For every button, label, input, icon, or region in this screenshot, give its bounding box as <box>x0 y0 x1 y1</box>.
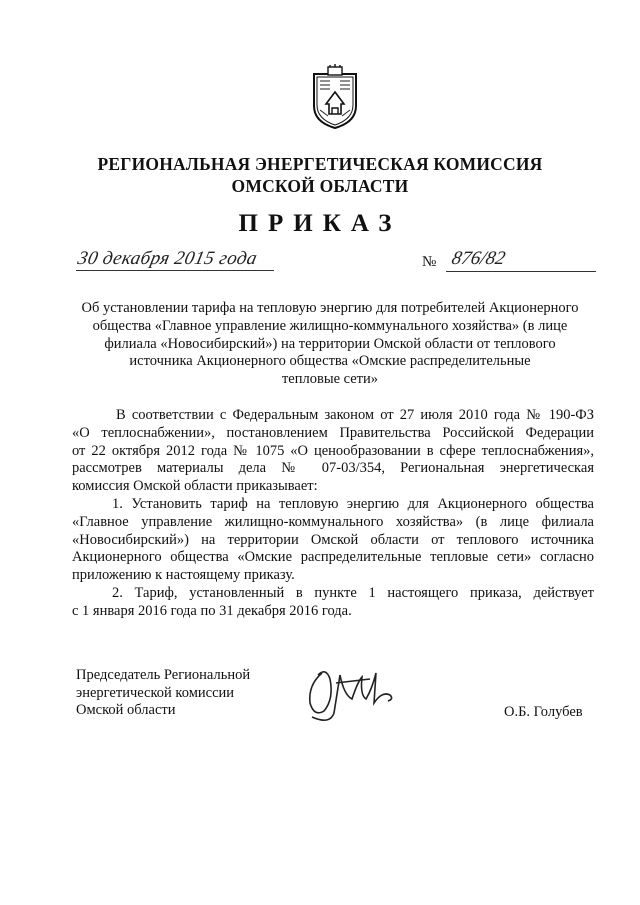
handwritten-number: 876/82 <box>449 248 508 269</box>
date-underline <box>76 270 274 271</box>
item-1-line: 1. Установить тариф на тепловую энергию для Акционерного общества <box>112 495 594 512</box>
handwritten-date: 30 декабря 2015 года <box>75 248 260 269</box>
preamble-line: рассмотрев материалы дела № 07-03/354, Региональная энергетическая <box>72 460 594 477</box>
item-1-line: приложению к настоящему приказу. <box>72 567 295 584</box>
preamble-line: «О теплоснабжении», постановлением Правительства Российской Федерации <box>72 424 594 441</box>
order-body <box>72 407 594 621</box>
preamble-line: комиссия Омской области приказывает: <box>72 478 318 495</box>
organization-name-line-1: РЕГИОНАЛЬНАЯ ЭНЕРГЕТИЧЕСКАЯ КОМИССИЯ <box>97 154 543 174</box>
subject-line: Об установлении тарифа на тепловую энергию для потребителей Акционерного <box>81 300 579 316</box>
preamble-line: В соответствии с Федеральным законом от 27 июля 2010 года № 190-ФЗ <box>116 407 594 423</box>
signatory-position <box>76 667 250 720</box>
signatory-name: О.Б. Голубев <box>504 704 583 720</box>
number-label: № <box>422 254 437 270</box>
item-1-line: «Главное управление жилищно-коммунального хозяйства» (в лице филиала <box>72 513 594 530</box>
position-line: Омской области <box>76 702 176 718</box>
subject-line: общества «Главное управление жилищно-коммунального хозяйства» (в лице <box>92 317 568 334</box>
item-1-line: «Новосибирский») на территории Омской области от теплового источника <box>72 531 594 548</box>
organization-name-line-2: ОМСКОЙ ОБЛАСТИ <box>231 176 409 196</box>
subject-line: источника Акционерного общества «Омские распределительные <box>129 353 531 370</box>
item-1-line: Акционерного общества «Омские распределительные тепловые сети» согласно <box>72 549 594 566</box>
position-line: Председатель Региональной <box>76 667 251 683</box>
item-2-line: с 1 января 2016 года по 31 декабря 2016 года. <box>72 602 352 619</box>
item-2-line: 2. Тариф, установленный в пункте 1 настоящего приказа, действует <box>112 584 594 601</box>
coat-of-arms-emblem <box>308 64 362 130</box>
order-subject <box>70 300 590 389</box>
document-title: ПРИКАЗ <box>238 210 402 237</box>
subject-line: филиала «Новосибирский») на территории Омской области от теплового <box>104 335 556 352</box>
number-underline <box>446 271 596 272</box>
position-line: энергетической комиссии <box>76 684 235 701</box>
subject-line: тепловые сети» <box>281 371 379 388</box>
preamble-line: от 22 октября 2012 года № 1075 «О ценообразовании в сфере теплоснабжения», <box>72 442 594 459</box>
handwritten-signature <box>300 655 410 735</box>
